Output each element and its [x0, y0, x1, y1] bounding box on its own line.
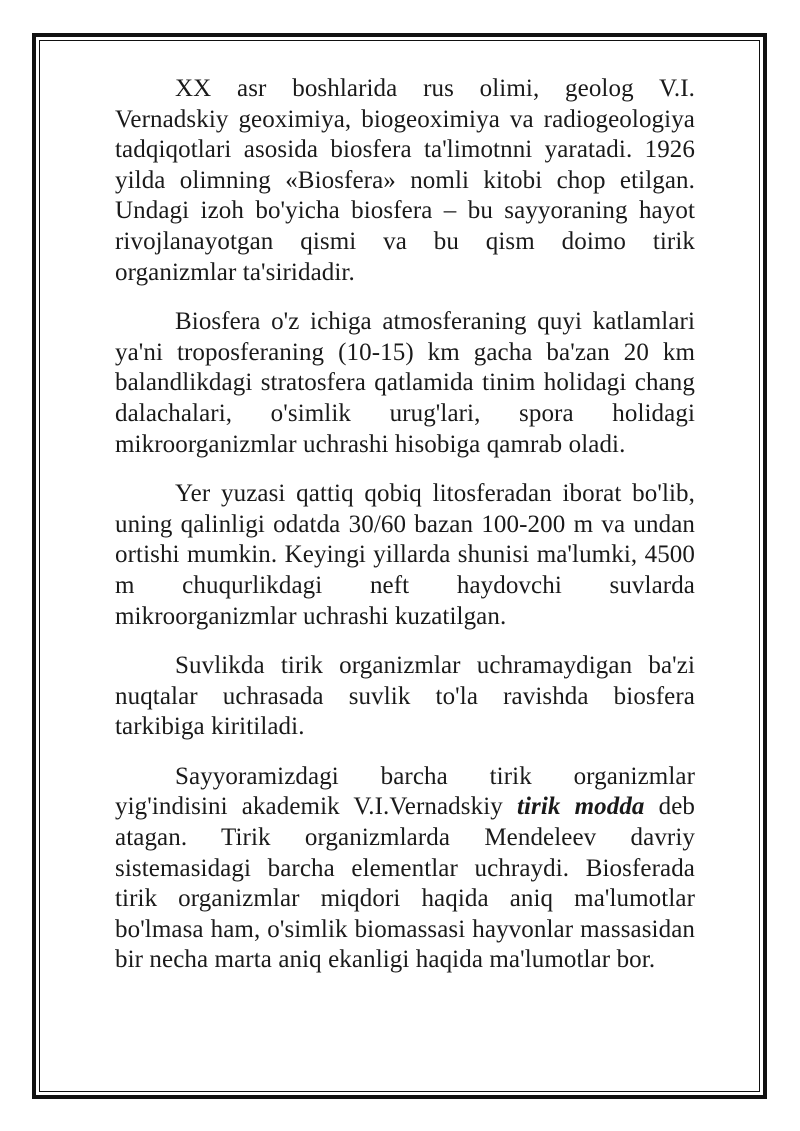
paragraph-3: Yer yuzasi qattiq qobiq litosferadan iborat bo'lib, uning qalinligi odatda 30/60 bazan 100-200 m va undan ortishi mumkin. Keyingi yillarda shunisi ma'lumki, 4500 m chuqurlikdagi neft haydovchi suvlarda mikroorganizmlar uchrashi kuzatilgan.: [115, 480, 695, 630]
document-body: [115, 74, 695, 995]
paragraph-4: Suvlikda tirik organizmlar uchramaydigan ba'zi nuqtalar uchrasada suvlik to'la ravishda biosfera tarkibiga kiritiladi.: [115, 652, 695, 741]
paragraph-5-text-before: Sayyoramizdagi barcha tirik organizmlar yig'indisini akademik V.I.Vernadskiy: [115, 762, 695, 821]
paragraph-5-text-after: deb atagan. Tirik organizmlarda Mendeleev davriy sistemasidagi barcha elementlar uchraydi. Biosferada tirik organizmlar miqdori haqida aniq ma'lumotlar bo'lmasa ham, o'simlik biomassasi hayvonlar massasidan bir necha marta aniq ekanligi haqida ma'lumotlar bor.: [115, 793, 695, 974]
paragraph-5: [115, 762, 695, 976]
paragraph-1: XX asr boshlarida rus olimi, geolog V.I. Vernadskiy geoximiya, biogeoximiya va radiogeologiya tadqiqotlari asosida biosfera ta'limotnni yaratadi. 1926 yilda olimning «Biosfera» nomli kitobi chop etilgan. Undagi izoh bo'yicha biosfera – bu sayyoraning hayot rivojlanayotgan qismi va bu qism doimo tirik organizmlar ta'siridadir.: [115, 75, 695, 286]
emphasized-term: tirik modda: [516, 793, 645, 821]
paragraph-2: Biosfera o'z ichiga atmosferaning quyi katlamlari ya'ni troposferaning (10-15) km gacha ba'zan 20 km balandlikdagi stratosfera qatlamida tinim holidagi chang dalachalari, o'simlik urug'lari, spora holidagi mikroorganizmlar uchrashi hisobiga qamrab oladi.: [115, 308, 695, 458]
